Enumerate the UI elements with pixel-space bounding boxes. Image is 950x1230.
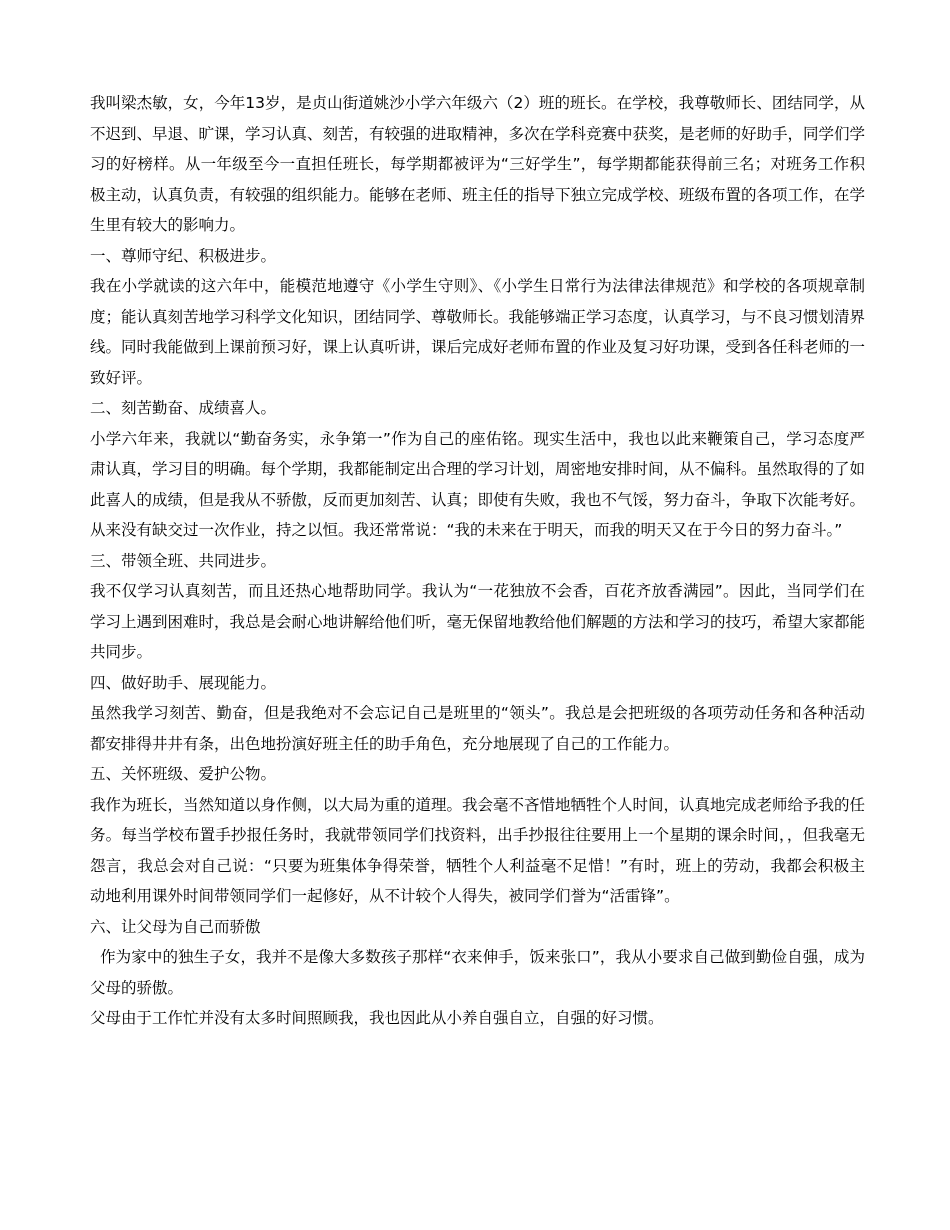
section-heading-3: 三、带领全班、共同进步。 — [90, 551, 277, 570]
section-heading-4: 四、做好助手、展现能力。 — [90, 673, 277, 692]
intro-paragraph: 我叫梁杰敏，女，今年13岁，是贞山街道姚沙小学六年级六（2）班的班长。在学校，我尊敬师长、团结同学，从不迟到、早退、旷课，学习认真、刻苦，有较强的进取精神，多次在学科竞赛中获奖，是老师的好助手，同学们学习的好榜样。从一年级至今一直担任班长，每学期都被评为“三好学生”，每学期都能获得前三名；对班务工作积极主动，认真负责，有较强的组织能力。能够在老师、班主任的指导下独立完成学校、班级布置的各项工作，在学生里有较大的影响力。 — [90, 94, 866, 234]
document-page — [90, 88, 865, 1034]
section-heading-1: 一、尊师守纪、积极进步。 — [90, 246, 277, 265]
section-heading-5: 五、关怀班级、爱护公物。 — [90, 765, 277, 783]
section-heading-6: 六、让父母为自己而骄傲 — [90, 917, 261, 936]
section-2-paragraph: 小学六年来，我就以“勤奋务实，永争第一”作为自己的座佑铭。现实生活中，我也以此来鞭策自己，学习态度严肃认真，学习目的明确。每个学期，我都能制定出合理的学习计划，周密地安排时间，从不偏科。虽然取得的了如此喜人的成绩，但是我从不骄傲，反而更加刻苦、认真；即使有失败，我也不气馁，努力奋斗，争取下次能考好。从来没有缺交过一次作业，持之以恒。我还常常说：“我的未来在于明天，而我的明天又在于今日的努力奋斗。” — [90, 429, 866, 539]
section-heading-2: 二、刻苦勤奋、成绩喜人。 — [90, 399, 277, 417]
section-5-paragraph: 我作为班长，当然知道以身作侧，以大局为重的道理。我会毫不吝惜地牺牲个人时间，认真地完成老师给予我的任务。每当学校布置手抄报任务时，我就带领同学们找资料，出手抄报往往要用上一个星期的课余时间，，但我毫无怨言，我总会对自己说：“只要为班集体争得荣誉，牺牲个人利益毫不足惜！”有时，班上的劳动，我都会积极主动地利用课外时间带领同学们一起修好，从不计较个人得失，被同学们誉为“活雷锋”。 — [90, 795, 866, 905]
section-4-paragraph: 虽然我学习刻苦、勤奋，但是我绝对不会忘记自己是班里的“领头”。我总是会把班级的各项劳动任务和各种活动都安排得井井有条，出色地扮演好班主任的助手角色，充分地展现了自己的工作能力。 — [90, 704, 865, 753]
section-6-paragraph-1: 作为家中的独生子女，我并不是像大多数孩子那样“衣来伸手，饭来张口”，我从小要求自己做到勤俭自强，成为父母的骄傲。 — [90, 948, 865, 997]
section-3-paragraph: 我不仅学习认真刻苦，而且还热心地帮助同学。我认为“一花独放不会香，百花齐放香满园”。因此，当同学们在学习上遇到困难时，我总是会耐心地讲解给他们听，毫无保留地教给他们解题的方法和学习的技巧，希望大家都能共同步。 — [90, 582, 866, 661]
section-6-paragraph-2: 父母由于工作忙并没有太多时间照顾我，我也因此从小养自强自立，自强的好习惯。 — [90, 1009, 664, 1027]
section-1-paragraph: 我在小学就读的这六年中，能模范地遵守《小学生守则》、《小学生日常行为法律法律规范》和学校的各项规章制度；能认真刻苦地学习科学文化知识，团结同学、尊敬师长。我能够端正学习态度，认真学习，与不良习惯划清界线。同时我能做到上课前预习好，课上认真听讲，课后完成好老师布置的作业及复习好功课，受到各任科老师的一致好评。 — [90, 277, 866, 387]
